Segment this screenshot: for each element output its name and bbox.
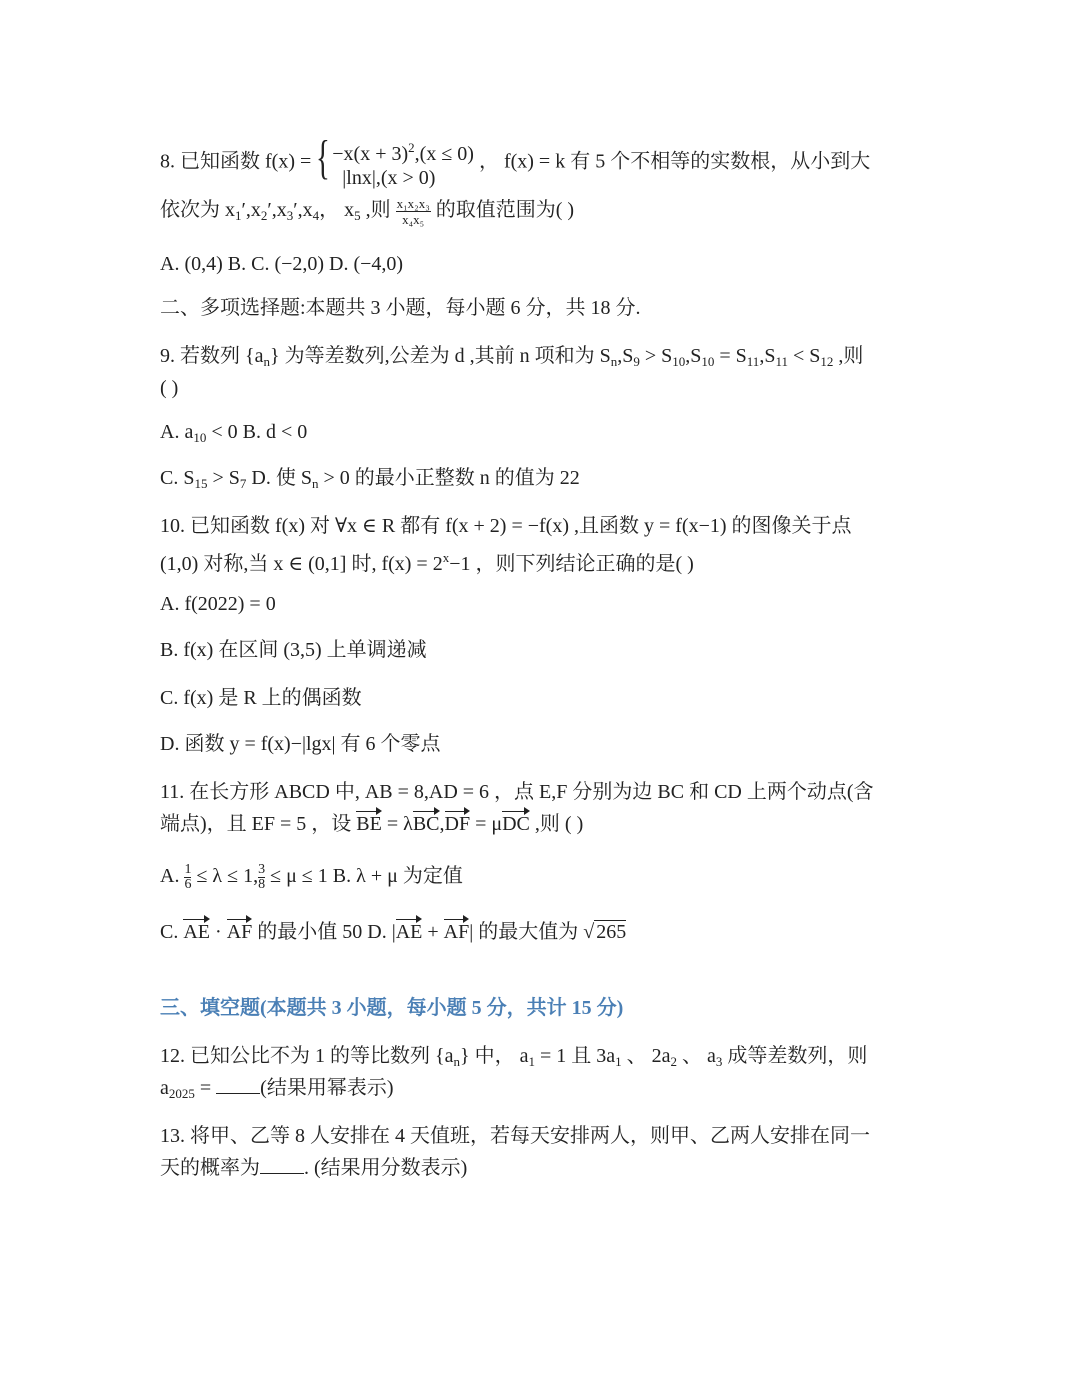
q9-line2: ( )	[160, 377, 179, 399]
brace-glyph: {	[316, 131, 331, 184]
q10-option-a: A. f(2022) = 0	[160, 593, 276, 615]
q11-line2: 端点)，且 EF = 5 ，设 BE = λBC,DF = μDC ,则 ( )	[160, 810, 583, 838]
q13-line2: 天的概率为 . (结果用分数表示)	[160, 1157, 468, 1179]
q8-options: A. (0,4) B. C. (−2,0) D. (−4,0)	[160, 253, 404, 275]
q8-case2: |lnx|,(x > 0)	[342, 167, 436, 189]
answer-blank[interactable]	[216, 1093, 260, 1094]
q12-line2: $a_{2025}$ = (结果用幂表示)	[160, 1077, 394, 1101]
q11-options-ab: A. $\frac{1}{6}$ ≤ λ ≤ 1, $\frac{3}{8}$ ≤ μ ≤ 1 B. λ + μ 为定值	[160, 861, 463, 892]
q12-line1: 12. 已知公比不为 1 的等比数列 $\{a_n\}$ 中， $a_1 = 1$ 且 $3a_1$ 、 $2a_2$ 、 $a_3$ 成等差数列，则	[160, 1045, 868, 1069]
q11-line1: 11. 在长方形 ABCD 中, AB = 8,AD = 6 ，点 E,F 分别为边 BC 和 CD 上两个动点(含	[160, 781, 874, 803]
q8-fraction: $\frac{\text{x₁x₂x₃}}{\text{x₄x₅}}$	[396, 196, 430, 227]
q9-options-cd: C. $S_{15} > S_7$ D. 使 $S_n > 0$ 的最小正整数 n 的值为 22	[160, 467, 580, 491]
q10-line2: (1,0) 对称,当 x ∈ (0,1] 时, $f(x) = 2^x-1$ ，则下列结论正确的是( )	[160, 550, 694, 575]
frac-3-8: $\frac{3}{8}$	[258, 861, 266, 892]
q13-line1: 13. 将甲、乙等 8 人安排在 4 天值班，若每天安排两人，则甲、乙两人安排在同一	[160, 1125, 870, 1147]
q9-options-ab: A. $a_{10} < 0$ B. d < 0	[160, 421, 308, 445]
q8-piecewise	[316, 131, 474, 190]
q8-line2: 依次为 $x_1',x_2',x_3',x_4$， $x_5$ ,则 $\frac{\text{x₁x₂x₃}}{\text{x₄x₅}}$ 的取值范围为( )	[160, 196, 575, 227]
q8-head: 8. 已知函数 f(x) =	[160, 150, 312, 173]
q8-case1: $-x(x + 3)^2,(x \le 0)$	[332, 140, 474, 165]
q8-condition: ， f(x) = k 有 5 个不相等的实数根，从小到大	[478, 150, 871, 173]
q10-line1: 10. 已知函数 f(x) 对 ∀x ∈ R 都有 f(x + 2) = −f(x) ,且函数 y = f(x−1) 的图像关于点	[160, 515, 852, 537]
answer-blank[interactable]	[260, 1173, 304, 1174]
q10-option-b: B. f(x) 在区间 (3,5) 上单调递减	[160, 639, 427, 661]
sqrt-radicand: 265	[596, 921, 627, 943]
frac-1-6: $\frac{1}{6}$	[184, 861, 192, 892]
q9-line1: 9. 若数列 $\{a_n\}$ 为等差数列,公差为 d ,其前 n 项和为 $S_n,S_9 > S_{10},S_{10} = S_{11},S_{11} < S_{12}$ ,则	[160, 345, 864, 369]
section-2-heading: 二、多项选择题:本题共 3 小题，每小题 6 分，共 18 分.	[160, 297, 641, 319]
q10-option-d: D. 函数 y = f(x)−|lgx| 有 6 个零点	[160, 733, 441, 755]
q10-option-c: C. f(x) 是 R 上的偶函数	[160, 687, 362, 709]
section-3-heading: 三、填空题(本题共 3 小题，每小题 5 分，共计 15 分)	[160, 997, 624, 1019]
q11-options-cd: C. AE · AF 的最小值 50 D. |AE + AF| 的最大值为 √ 265	[160, 918, 626, 946]
q8-line1	[160, 131, 871, 190]
